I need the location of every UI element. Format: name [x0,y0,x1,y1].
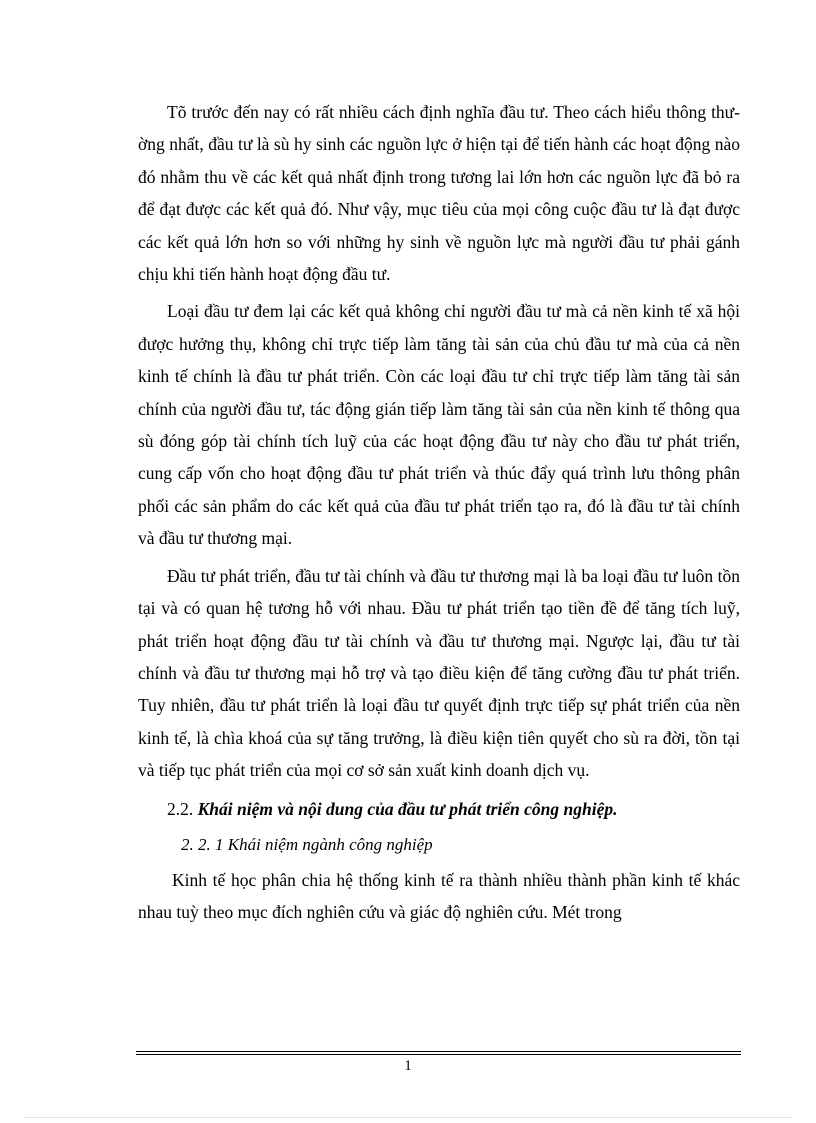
footer-rule-bottom [136,1054,741,1055]
paragraph-2: Loại đầu tư đem lại các kết quả không chỉ người đầu tư mà cả nền kinh tế xã hội được hưởng thụ, không chỉ trực tiếp làm tăng tài sản của chủ đầu tư mà của cả nền kinh tế chính là đầu tư phát triển. Còn các loại đầu tư chỉ trực tiếp làm tăng tài sản chính của người đầu tư, tác động gián tiếp làm tăng tài sản của nền kinh tế thông qua sù đóng góp tài chính tích luỹ của các hoạt động đầu tư này cho đầu tư phát triển, cung cấp vốn cho hoạt động đầu tư phát triển và thúc đẩy quá trình lưu thông phân phối các sản phẩm do các kết quả của đầu tư phát triển tạo ra, đó là đầu tư tài chính và đầu tư thương mại. [138,301,740,549]
paragraph-1: Tõ trước đến nay có rất nhiều cách định nghĩa đầu tư. Theo cách hiểu thông thường nhất, đầu tư là sù hy sinh các nguồn lực ở hiện tại để tiến hành các hoạt động nào đó nhằm thu về các kết quả nhất định trong tương lai lớn hơn các nguồn lực đã bỏ ra để đạt được các kết quả đó. Như vậy, mục tiêu của mọi công cuộc đầu tư là đạt được các kết quả lớn hơn so với những hy sinh về nguồn lực mà người đầu tư phải gánh chịu khi tiến hành hoạt động đầu tư. [138,102,740,285]
footer-rule-top [136,1051,741,1052]
paragraph-4: Kinh tế học phân chia hệ thống kinh tế ra thành nhiều thành phần kinh tế khác nhau tuỳ theo mục đích nghiên cứu và giác độ nghiên cứu. Mét trong [138,869,740,922]
subsection-heading-2-2-1: 2. 2. 1 Khái niệm ngành công nghiệp [181,834,433,854]
page-number: 1 [404,1058,412,1074]
paragraph-3: Đầu tư phát triển, đầu tư tài chính và đầu tư thương mại là ba loại đầu tư luôn tồn tại và có quan hệ tương hỗ với nhau. Đầu tư phát triển tạo tiền đề để tăng tích luỹ, phát triển hoạt động đầu tư tài chính và đầu tư thương mại. Ngược lại, đầu tư tài chính và đầu tư thương mại hỗ trợ và tạo điều kiện để tăng cường đầu tư phát triển. Tuy nhiên, đầu tư phát triển là loại đầu tư quyết định trực tiếp sự phát triển của nền kinh tế, là chìa khoá của sự tăng trưởng, là điều kiện tiên quyết cho sù ra đời, tồn tại và tiếp tục phát triển của mọi cơ sở sản xuất kinh doanh dịch vụ. [138,565,740,781]
section-number: 2.2. [167,798,194,819]
section-title: Khái niệm và nội dung của đầu tư phát triển công nghiệp. [197,798,618,819]
body-text [138,96,740,928]
section-heading-2-2 [138,792,740,826]
page-break-line [25,1117,791,1118]
